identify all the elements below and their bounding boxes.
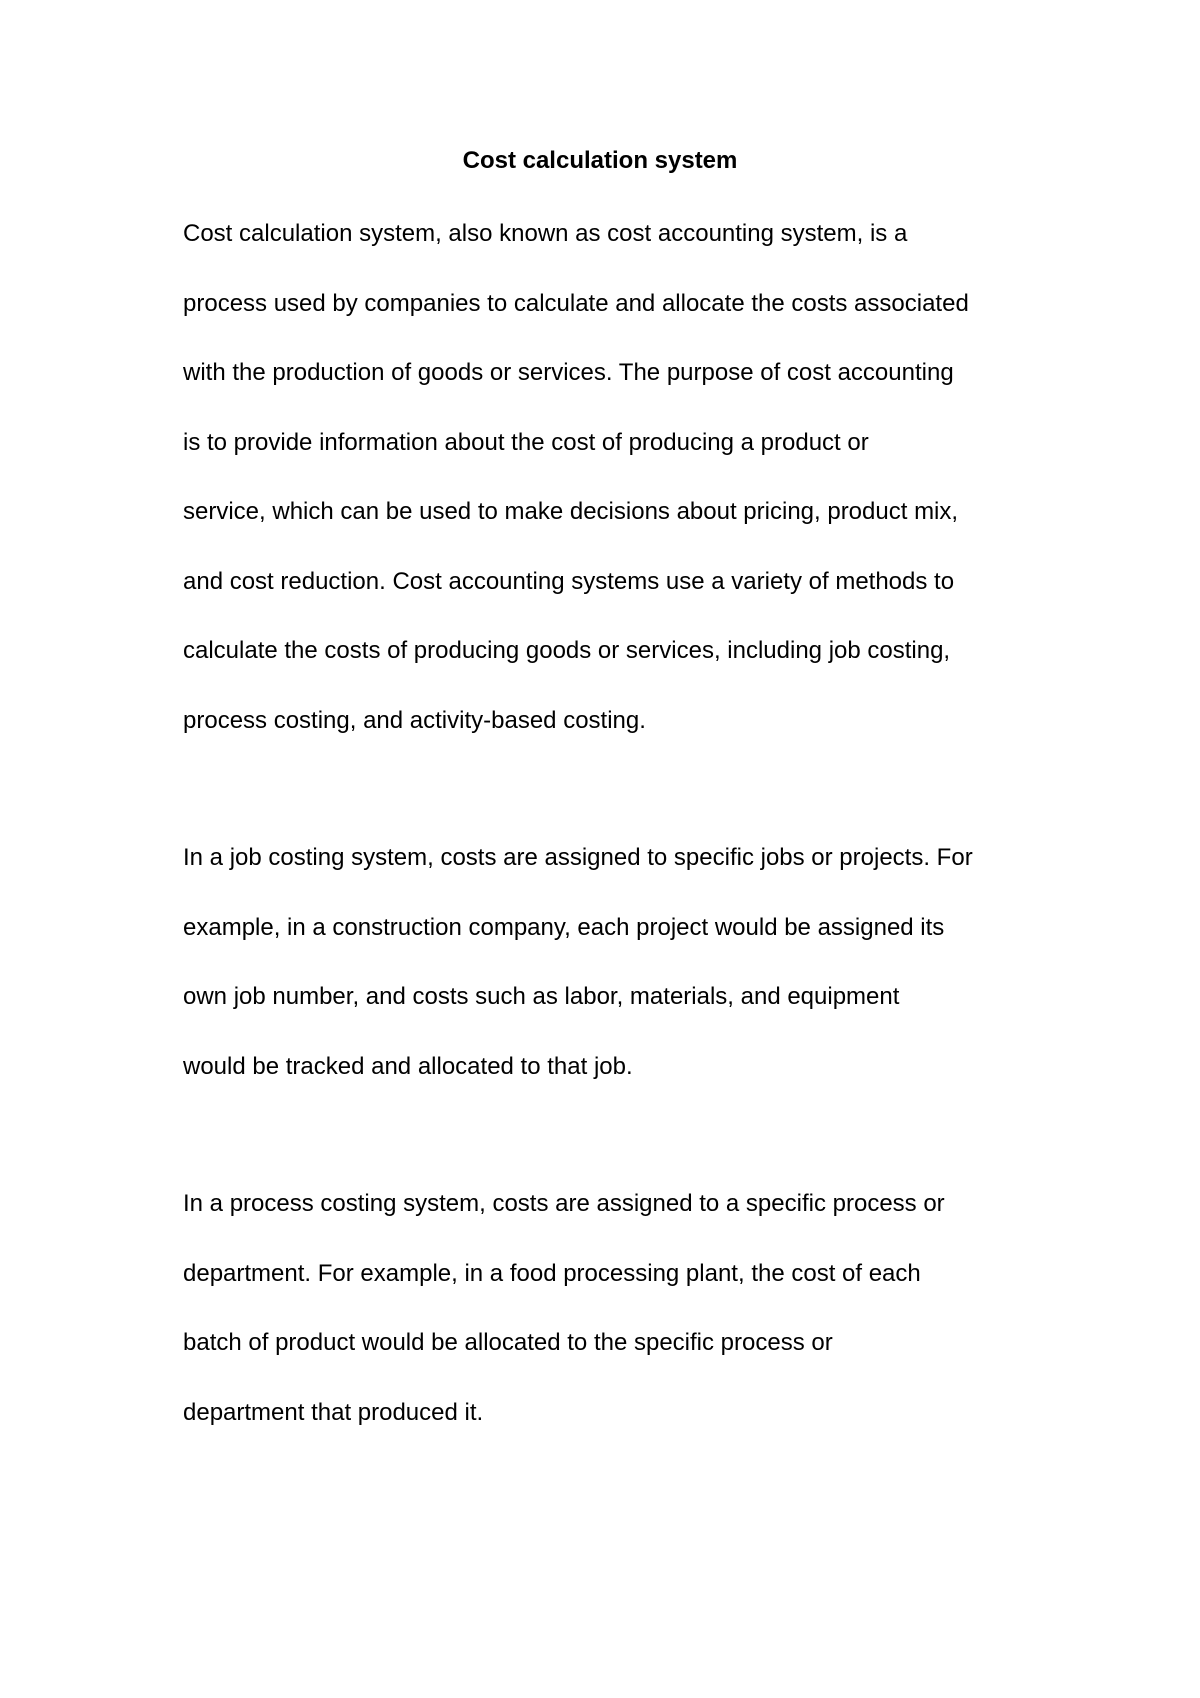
paragraph-line: process used by companies to calculate and allocate the costs associated <box>183 289 969 317</box>
paragraph-line: with the production of goods or services. The purpose of cost accounting <box>183 359 954 386</box>
paragraph-line: example, in a construction company, each project would be assigned its <box>183 913 945 941</box>
paragraph-line: calculate the costs of producing goods or services, including job costing, <box>183 637 951 664</box>
paragraph-overview <box>183 219 1043 775</box>
paragraph-line: batch of product would be allocated to the specific process or <box>183 1329 833 1356</box>
document-title: Cost calculation system <box>462 147 738 174</box>
paragraph-line: would be tracked and allocated to that job. <box>183 1052 633 1080</box>
paragraph-line: service, which can be used to make decisions about pricing, product mix, <box>183 498 959 525</box>
paragraph-line: process costing, and activity-based costing. <box>183 706 646 734</box>
paragraph-line: and cost reduction. Cost accounting systems use a variety of methods to <box>183 567 955 595</box>
paragraph-line: Cost calculation system, also known as cost accounting system, is a <box>183 220 908 247</box>
paragraph-line: department. For example, in a food processing plant, the cost of each <box>183 1259 921 1287</box>
paragraph-job-costing <box>183 843 1043 1121</box>
paragraph-line: In a process costing system, costs are assigned to a specific process or <box>183 1190 945 1217</box>
paragraph-line: own job number, and costs such as labor, materials, and equipment <box>183 983 900 1010</box>
paragraph-line: department that produced it. <box>183 1398 484 1426</box>
paragraph-line: is to provide information about the cost of producing a product or <box>183 428 869 456</box>
paragraph-line: In a job costing system, costs are assigned to specific jobs or projects. For <box>183 844 973 871</box>
paragraph-process-costing <box>183 1189 1043 1467</box>
